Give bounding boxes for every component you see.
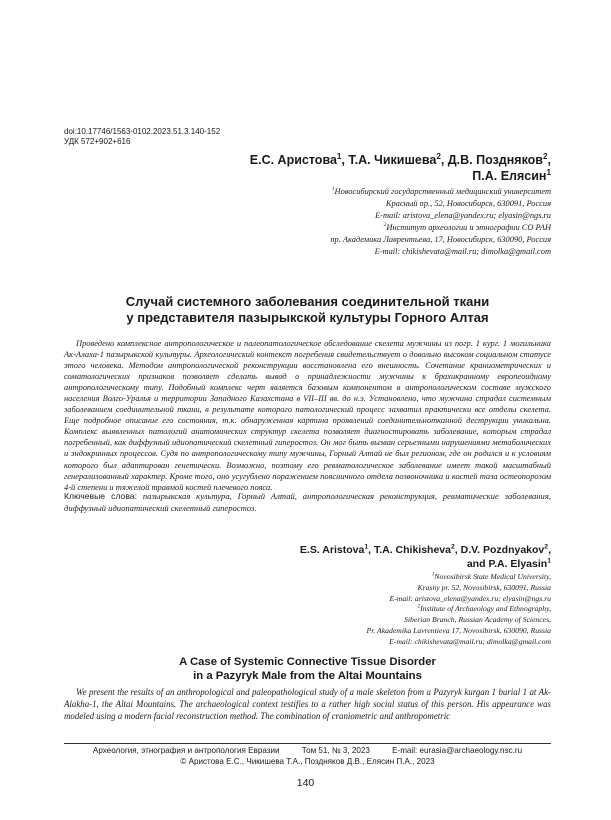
affiliation-line: E-mail: chikishevata@mail.ru; dimolka@gmail.com	[374, 247, 551, 256]
affiliations-ru	[330, 186, 551, 258]
abstract-ru: Проведено комплексное антропологическое и палеопатологическое обследование скелета мужчины из погр. 1 кург. 1 могильника Ак-Алаха-1 пазырыкской культуры. Археологический контекст погребения свидетельствует о довольно высоком социальном статусе этого человека. Методом антропологической реконструкции восстановлена его внешность. Сочетание краниометрических и соматологических признаков позволяет сделать вывод о принадлежности мужчины к брахикранному европеоидному антропологическому типу. Подобный комплекс черт является базовым компонентом в антропологическом составе мужского населения Волго-Уралья и территории Западного Казахстана в VII–III вв. до н.э. Установлено, что мужчина страдал системным заболеванием соединительной ткани, в результате которого патологический процесс захватил практически все отделы скелета. Еще подробное описание его состояния, т.к. обнаруженная картина проявлений соединительнотканной деструкции уникальна. Комплекс выявленных патологий анатомических структур скелета позволяет диагностировать заболевание, которым страдал погребенный, как диффузный идиопатический скелетный гиперостоз. Он мог быть вызван серьезными нарушениями метаболических и эндокринных процессов. Судя по антропологическому типу мужчины, Горный Алтай не был регионом, где он родился и к условиям которого был адаптирован генетически. Возможно, поэтому его ревматологическое заболевание имеет такой масштабный генерализованный характер. Кроме того, оно усугублено поражением поясничного отдела позвоночника и костей таза остеопорозом 4-й степени и тяжелой травмой костей плечевого пояса.	[64, 338, 551, 492]
authors-ru: Е.С. Аристова$^1$, Т.А. Чикишева$^2$, Д.В. Поздняков$^2$, П.А. Елясин$^1$	[249, 151, 551, 183]
page-footer	[64, 746, 551, 767]
affiliation-line: $^1$Novosibirsk State Medical University,	[431, 572, 551, 581]
author-name: П.А. Елясин	[472, 169, 547, 183]
journal-email: E-mail: eurasia@archaeology.nsc.ru	[392, 746, 523, 755]
author-name: T.A. Chikisheva	[373, 544, 451, 556]
article-title-en: A Case of Systemic Connective Tissue Disorder in a Pazyryk Male from the Altai Mountains	[179, 656, 436, 682]
doi: doi:10.17746/1563-0102.2023.51.3.140-152	[64, 127, 221, 136]
copyright: © Аристова Е.С., Чикишева Т.А., Поздняков Д.В., Елясин П.А., 2023	[180, 756, 435, 766]
article-title-ru: Случай системного заболевания соединительной ткани у представителя пазырыкской культуры Горного Алтая	[125, 294, 490, 325]
affiliation-line: E-mail: aristova_elena@yandex.ru; elyasin@ngs.ru	[375, 211, 551, 220]
article-identifiers	[64, 127, 220, 147]
author-name: Т.А. Чикишева	[348, 153, 437, 167]
page-number: 140	[296, 777, 315, 789]
affiliation-line: $^1$Новосибирский государственный медицинский университет	[331, 186, 551, 196]
journal-name: Археология, этнография и антропология Евразии	[92, 746, 280, 755]
affiliation-line: $^2$Institute of Archaeology and Ethnography,	[417, 604, 551, 614]
affiliation-line: E-mail: chikishevata@mail.ru; dimolka@gmail.com	[389, 636, 551, 646]
author-name: P.A. Elyasin	[488, 558, 548, 570]
author-name: Д.В. Поздняков	[447, 153, 543, 167]
affiliation-line: Siberian Branch, Russian Academy of Sciences,	[404, 615, 551, 625]
affiliation-line: E-mail: aristova_elena@yandex.ru; elyasin@ngs.ru	[389, 593, 551, 603]
author-name: Е.С. Аристова	[249, 153, 337, 167]
journal-volume: Том 51, № 3, 2023	[301, 746, 370, 755]
affiliation-line: Красный пр., 52, Новосибирск, 630091, Россия	[385, 199, 551, 208]
authors-en: E.S. Aristova$^1$, T.A. Chikisheva$^2$, D.V. Pozdnyakov$^2$, and P.A. Elyasin$^1$	[299, 543, 551, 570]
keywords-label: Ключевые слова:	[64, 491, 137, 501]
keywords-text: пазырыкская культура, Горный Алтай, антропологическая реконструкция, ревматические заболевания, диффузный идиопатический скелетный гиперостоз.	[64, 491, 551, 513]
affiliations-en	[367, 572, 551, 648]
footer-divider	[64, 743, 551, 744]
affiliation-line: Krasny pr. 52, Novosibirsk, 630091, Russia	[417, 582, 551, 592]
affiliation-line: $^2$Институт археологии и этнографии СО РАН	[383, 222, 551, 232]
keywords	[64, 491, 551, 514]
udk: УДК 572+902+616	[64, 137, 131, 146]
affiliation-line: пр. Академика Лаврентьева, 17, Новосибирск, 630090, Россия	[330, 235, 551, 244]
author-name: E.S. Aristova	[299, 544, 365, 556]
affiliation-line: Pr. Akademika Lavrentieva 17, Novosibirsk, 630090, Russia	[366, 625, 551, 635]
abstract-en: We present the results of an anthropological and paleopathological study of a male skeleton from a Pazyryk kurgan 1 burial 1 at Ak-Alakha-1, the Altai Mountains. The archaeological context testifies to a rather high social status of this person. His appearance was modeled using a modern facial reconstruction method. The combination of craniometric and anthropometric	[64, 687, 551, 721]
author-name: D.V. Pozdnyakov	[460, 544, 545, 556]
